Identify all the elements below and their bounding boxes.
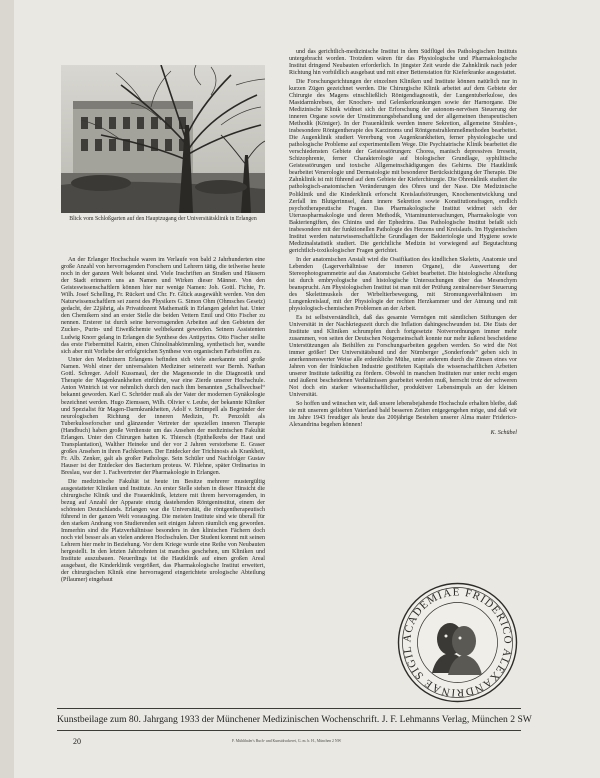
paragraph: und das gerichtlich-medizinische Institut in dem Südflügel des Pathologischen Instituts untergebracht worden. Trotzdem wären für das Physiologische und Pharmakologische Institut dringend Neubauten erforderlich. In jüngster Zeit wurde die Zahnklinik nach jeder Richtung hin vorbildlich ausgebaut und mit einer Bettenstation für Kieferkranke ausgestattet. xyxy=(289,49,517,77)
paragraph: In der anatomischen Anstalt wird die Ossifikation des kindlichen Skeletts, Anatomie und Lebenden (Lagerverhältnisse der inneren Organe), die Auswertung der Stereophotogrammetrie auf das Anatomische Gebiet bearbeitet. Die histologische Abteilung ist durch embryologische und histologische Untersuchungen über das Mesenchym beansprucht. Am Physiologischen Institut ist man mit der Prüfung zentralnervöser Steuerung des Skelettmuskels der Wirbeltierbewegung, mit Stromungsverhältnissen im Lungenkreislauf, mit der Physiologie der rechten Herzkammer und der Atmung und mit physiologisch-chemischen Problemen an der Arbeit. xyxy=(289,256,517,312)
paragraph: So hoffen und wünschen wir, daß unsere lebensbejahende Hochschule erhalten bleibe, daß sie mit unserem geliebten Vaterland bald besseren Zeiten entgegengehen möge, und daß wir im Jahre 1943 freudiger als heute das 200jährige Bestehen unserer Alma mater Friderico-Alexandrina begehen können! xyxy=(289,400,517,428)
left-column xyxy=(61,257,265,586)
paragraph: Unter den Medizinern Erlangens befinden sich viele anerkannte und große Namen. Wohl einer der universalsten Mediziner seinerzeit war Bernh. Nathan Gottl. Schreger. Adolf Kussmaul, der die Magensonde in die Diagnostik und Therapie der Magenkrankheiten einführte, war eine Zierde unserer Hochschule. Anton Wintrich ist vor nehmlich durch den nach ihm benannten „Schallwechsel“ bekannt geworden. Karl C. Schröder muß als der Vater der modernen Gynäkologie bezeichnet werden. Hugo Ziemssen, Wilh. Olivier v. Leube, der bekannte Kliniker und Spezialist für Magen-Darmkrankheiten, Adolf v. Strümpell als Begründer der neurologischen Richtung der inneren Medizin, Fr. Penzoldt als Tuberkuloseforscher und glänzender Vertreter der speziellen inneren Therapie (Handbuch) haben große Verdienste um das Ansehen der medizinischen Fakultät Erlangen. Unter den Chirurgen hatten K. Thiersch (Epithelkrebs der Haut und Transplantation), Walther Heineke und der vor 2 Jahren verstorbene E. Graser großes Ansehen in ihren Fachkreisen. Der Entdecker der Trichinosis als Krankheit, Fr. Alb. Zenker, galt als großer Pathologe. Sein Schüler und Nachfolger Gustav Hauser ist der Entdecker des Bacterium proteus. W. Filehne, später Ordinarius in Breslau, war der 1. Fachvertreter der Pharmakologie in Erlangen. xyxy=(61,357,265,476)
paragraph: An der Erlanger Hochschule waren im Verlaufe von bald 2 Jahrhunderten eine große Anzahl von hervorragenden Forschern und Lehrern tätig, die teilweise heute noch in der ganzen Welt bekannt sind. Viele Inschriften an Straßen und Häusern der Stadt erinnern uns an Namen und Wirken dieser Männer. Von den Geisteswissenschaftlern können hier nur wenige Namen: Joh. Gottl. Fichte, Fr. Wilh. Josef Schelling, Fr. Rückert und Chr. Fr. Glück ausgewählt werden. Von den Naturwissenschaftlern sei zuerst des Physikers G. Simon Ohm (Ohmsches Gesetz) gedacht, der 22jährig, als Privatdozent Mathematik in Erlangen gelehrt hat. Unter den Chemikern sind an erster Stelle die beiden Vettern Emil und Otto Fischer zu nennen. Ersterer ist durch seine hervorragenden Arbeiten auf den Gebieten der Zucker-, Purin- und Eiweißchemie weltbekannt geworden. Seinem Assistenten Ludwig Knorr gelang in Erlangen die Synthese des Antipyrins. Otto Fischer stellte das erste Fiebermittel Kairin, einen Chinolinabkömmling, synthetisch her, wandte sich aber mit Vorliebe der erfolgreichen Synthese von organischen Farbstoffen zu. xyxy=(61,257,265,355)
footer-publication-line: Kunstbeilage zum 80. Jahrgang 1933 der Münchener Medizinischen Wochenschrift. J. F. Lehmanns Verlag, München 2 SW xyxy=(57,714,532,725)
photo-university-clinic xyxy=(61,65,265,213)
paragraph: Es ist selbstverständlich, daß das gesamte Vermögen mit sämtlichen Stiftungen der Universität in der Nachkriegszeit durch die Inflation dahingeschwunden ist. Die Etats der Institute und Kliniken schrumpfen durch fortgesetzte Notverordnungen immer mehr zusammen, von seiten der Deutschen Notgemeinschaft konnte nur mehr äußerst bescheidene Unterstützungen als Beihilfen zu Forschungsarbeiten gegeben werden. So wird die Not immer größer! Der Universitätsbund und der Nürnberger „Sonderfonds“ geben sich in anerkennenswerter Weise alle erdenkliche Mühe, unter anderem durch die Zinsen eines vor Jahren von der fränkischen Industrie gestifteten Kapitals die wissenschaftlichen Arbeiten unserer Institute tatkräftig zu fördern. Obwohl in manchen Instituten nur unter recht engen und äußerst bescheidenen Verhältnissen gearbeitet werden muß, herrscht trotz der schweren Not doch ein starker wissenschaftlicher, produktiver Lebensimpuls an der kleinen Universität. xyxy=(289,314,517,399)
right-column xyxy=(289,49,517,438)
paragraph: Die medizinische Fakultät ist heute im Besitze mehrerer mustergültig ausgestatteter Kliniken und Institute. An erster Stelle stehen in dieser Hinsicht die chirurgische Klinik und die Frauenklinik, letztere mit ihrem hervorragenden, in bezug auf Anzahl der Apparate einzig dastehenden Röntgeninstitut, einem der schönsten Deutschlands. Erlangen war die Universität, die röntgentherapeutisch führend in der ganzen Welt vorausging. Die meisten Institute sind wie überall für den starken Andrang von Studierenden seit einigen Jahren räumlich eng geworden. Immerhin sind die Platzverhältnisse besonders in den klinischen Fächern doch noch viel besser als an vielen anderen Hochschulen. Der Student kommt mit seinen Lehrern hier mehr in Beziehung. Vor dem Kriege wurde eine Reihe von Neubauten hergestellt. In den letzten Jahrzehnten ist manches geschehen, um Kliniken und Institute auszubauen. Neuerdings ist die Hautklinik auf einen großen Areal ausgebaut, die Kinderklinik vergrößert, das Pharmakologische Institut erweitert, der chirurgischen Klinik eine hervorragend eingerichtete urologische Abteilung (Pflaumer) eingebaut xyxy=(61,478,265,584)
page-number: 20 xyxy=(73,737,81,746)
footer-rule-bottom xyxy=(57,730,521,731)
footer-rule-top xyxy=(57,708,521,709)
printer-imprint: F. Mühlthaler's Buch- und Kunstdruckerei, G. m. b. H., München 2 NW xyxy=(232,739,342,743)
paragraph: Die Forschungsrichtungen der einzelnen Kliniken und Institute können natürlich nur in kurzen Zügen gezeichnet werden. Die Chirurgische Klinik arbeitet auf dem Gebiete der Chirurgie des Magens einschließlich Röntgendiagnostik, der Lungentuberkulose, des Mastdarmkrebses, der Knochen- und Gelenkerkrankungen sowie der Harnorgane. Die Medizinische Klinik widmet sich der Erforschung der autonom-nervösen Steuerung der inneren Organe sowie der Umstimmungsbehandlung und der allgemeinen therapeutischen Methodik (Königer). In der Frauenklinik werden innere Sekretion, allgemeine Strahlen-, insbesondere Röntgentherapie des Karzinoms und Röntgenstrahlenmeßmethoden bearbeitet. Die Augenklinik studiert Vererbung von Augenkrankheiten, ferner physiologische und pathologische Probleme auf experimentellem Wege. Die Psychiatrische Klinik bearbeitet die verschiedensten Gebiete der Geistesstörungen: Chorea, manisch depressives Irresein, Schizophrenie, ferner Charakterologie auf biologischer Grundlage, syphilitische Geistesstörungen und toxische Allgemeinschädigungen des Gehirns. Die Hautklinik bearbeitet Venerologie und Dermatologie mit besonderer Berücksichtigung der Therapie. Die Zahnklinik ist mit führend auf dem Gebiete der Kieferchirurgie. Die Ohrenklinik studiert die pathologisch-anatomischen Veränderungen des Ohres und der Nase. Die Medizinische Poliklinik und die Kinderklinik erforscht Kreislaufstörungen, Knochenentwicklung und Zerfall im Blutgerinnsel, dann innere Sekretion sowie Konstitutionsfragen, endlich psychotherapeutische Fragen. Das Pharmakologische Institut widmet sich der Uterusspharmakologie und deren Methodik, Vitaminuntersuchungen, Pharmakologie von Bakteriengiften, des Chinins und der Ephedrins. Das Pathologische Institut befaßt sich insbesondere mit der funktionellen Pathologie des Herzens und Kreislaufs. Im Hygienischen Institut werden naturwissenschaftliche Grundlagen der Bakteriologie und Hygiene sowie Medizinalstatistik studiert. Die gerichtliche Medizin ist vorwiegend auf Begutachtung gerichtlich-toxikologischer Fragen gerichtet. xyxy=(289,78,517,254)
page-edge xyxy=(0,0,14,778)
photo-caption: Blick vom Schloßgarten auf den Hauptzugang der Universitätsklinik in Erlangen xyxy=(69,216,257,222)
author-signature: K. Schübel xyxy=(490,430,517,437)
university-seal xyxy=(396,581,519,704)
seal-text: ACADEMIAE FRIDERICO ALEXANDRINAE SIGIL xyxy=(401,586,514,699)
